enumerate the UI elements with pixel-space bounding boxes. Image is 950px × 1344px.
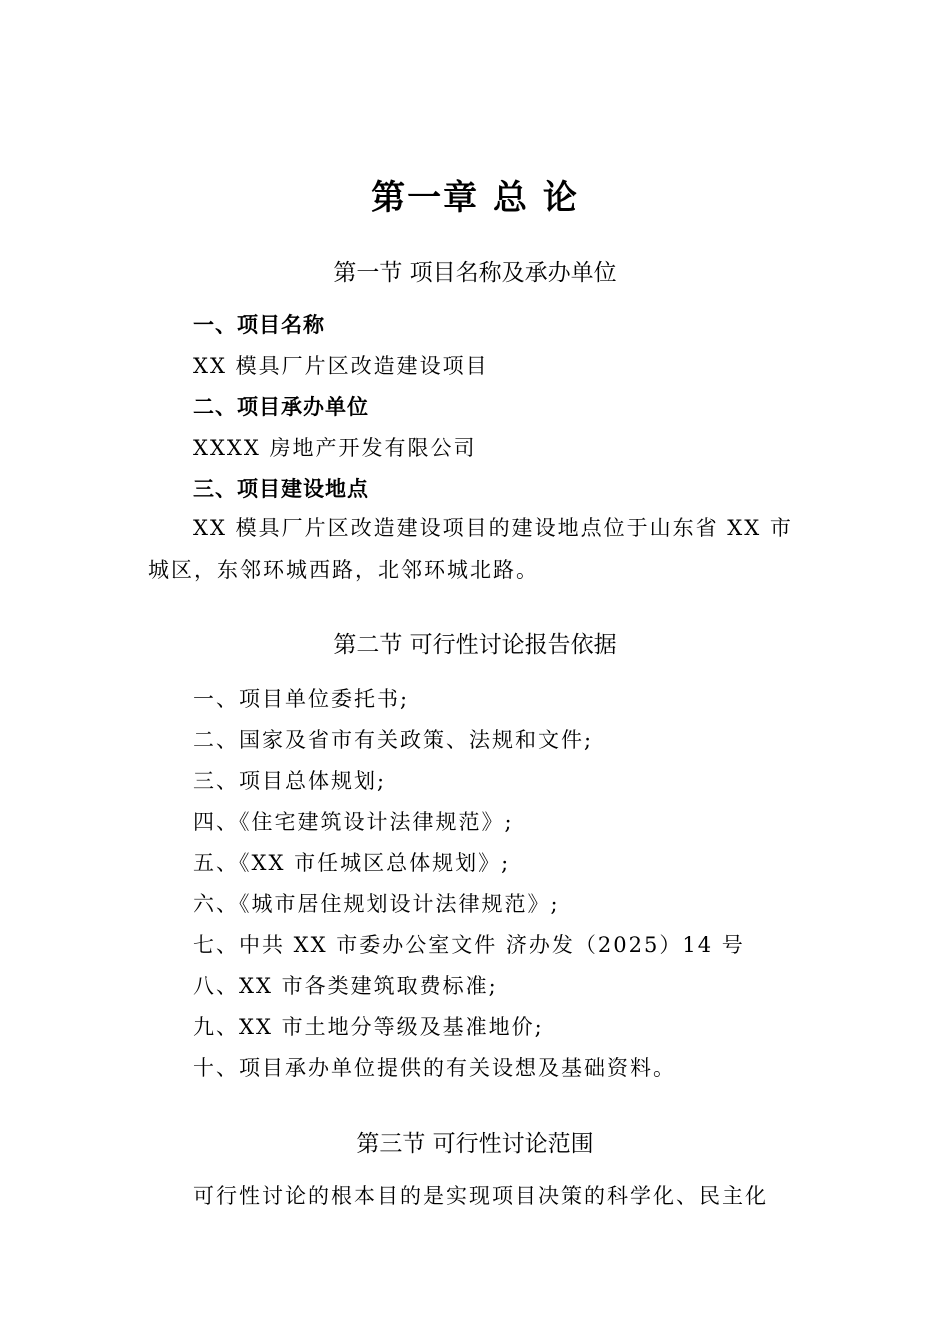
chapter-title: 第一章 总 论 — [371, 178, 579, 218]
list-item: 十、项目承办单位提供的有关设想及基础资料。 — [193, 1056, 676, 1080]
subheading-project-name: 一、项目名称 — [193, 313, 325, 337]
subheading-location: 三、项目建设地点 — [193, 477, 369, 501]
list-item: 一、项目单位委托书; — [193, 687, 410, 711]
section-title-3: 第三节 可行性讨论范围 — [356, 1131, 594, 1157]
section-title-2: 第二节 可行性讨论报告依据 — [333, 632, 617, 658]
organizer-text: XXXX 房地产开发有限公司 — [193, 436, 477, 460]
project-name-text: XX 模具厂片区改造建设项目 — [193, 354, 489, 378]
list-item: 九、XX 市土地分等级及基准地价; — [193, 1015, 544, 1039]
list-item: 七、中共 XX 市委办公室文件 济办发（2025）14 号 — [193, 933, 745, 957]
section-title-1: 第一节 项目名称及承办单位 — [333, 260, 617, 286]
basis-list — [193, 679, 745, 1089]
list-item: 八、XX 市各类建筑取费标准; — [193, 974, 498, 998]
list-item: 五、《XX 市任城区总体规划》; — [193, 851, 511, 875]
location-paragraph: XX 模具厂片区改造建设项目的建设地点位于山东省 XX 市城区，东邻环城西路，北邻环城北路。 — [148, 516, 793, 582]
list-item: 四、《住宅建筑设计法律规范》; — [193, 810, 514, 834]
subheading-organizer: 二、项目承办单位 — [193, 395, 369, 419]
list-item: 三、项目总体规划; — [193, 769, 387, 793]
list-item: 六、《城市居住规划设计法律规范》; — [193, 892, 560, 916]
scope-intro-text: 可行性讨论的根本目的是实现项目决策的科学化、民主化 — [193, 1184, 768, 1208]
list-item: 二、国家及省市有关政策、法规和文件; — [193, 728, 594, 752]
